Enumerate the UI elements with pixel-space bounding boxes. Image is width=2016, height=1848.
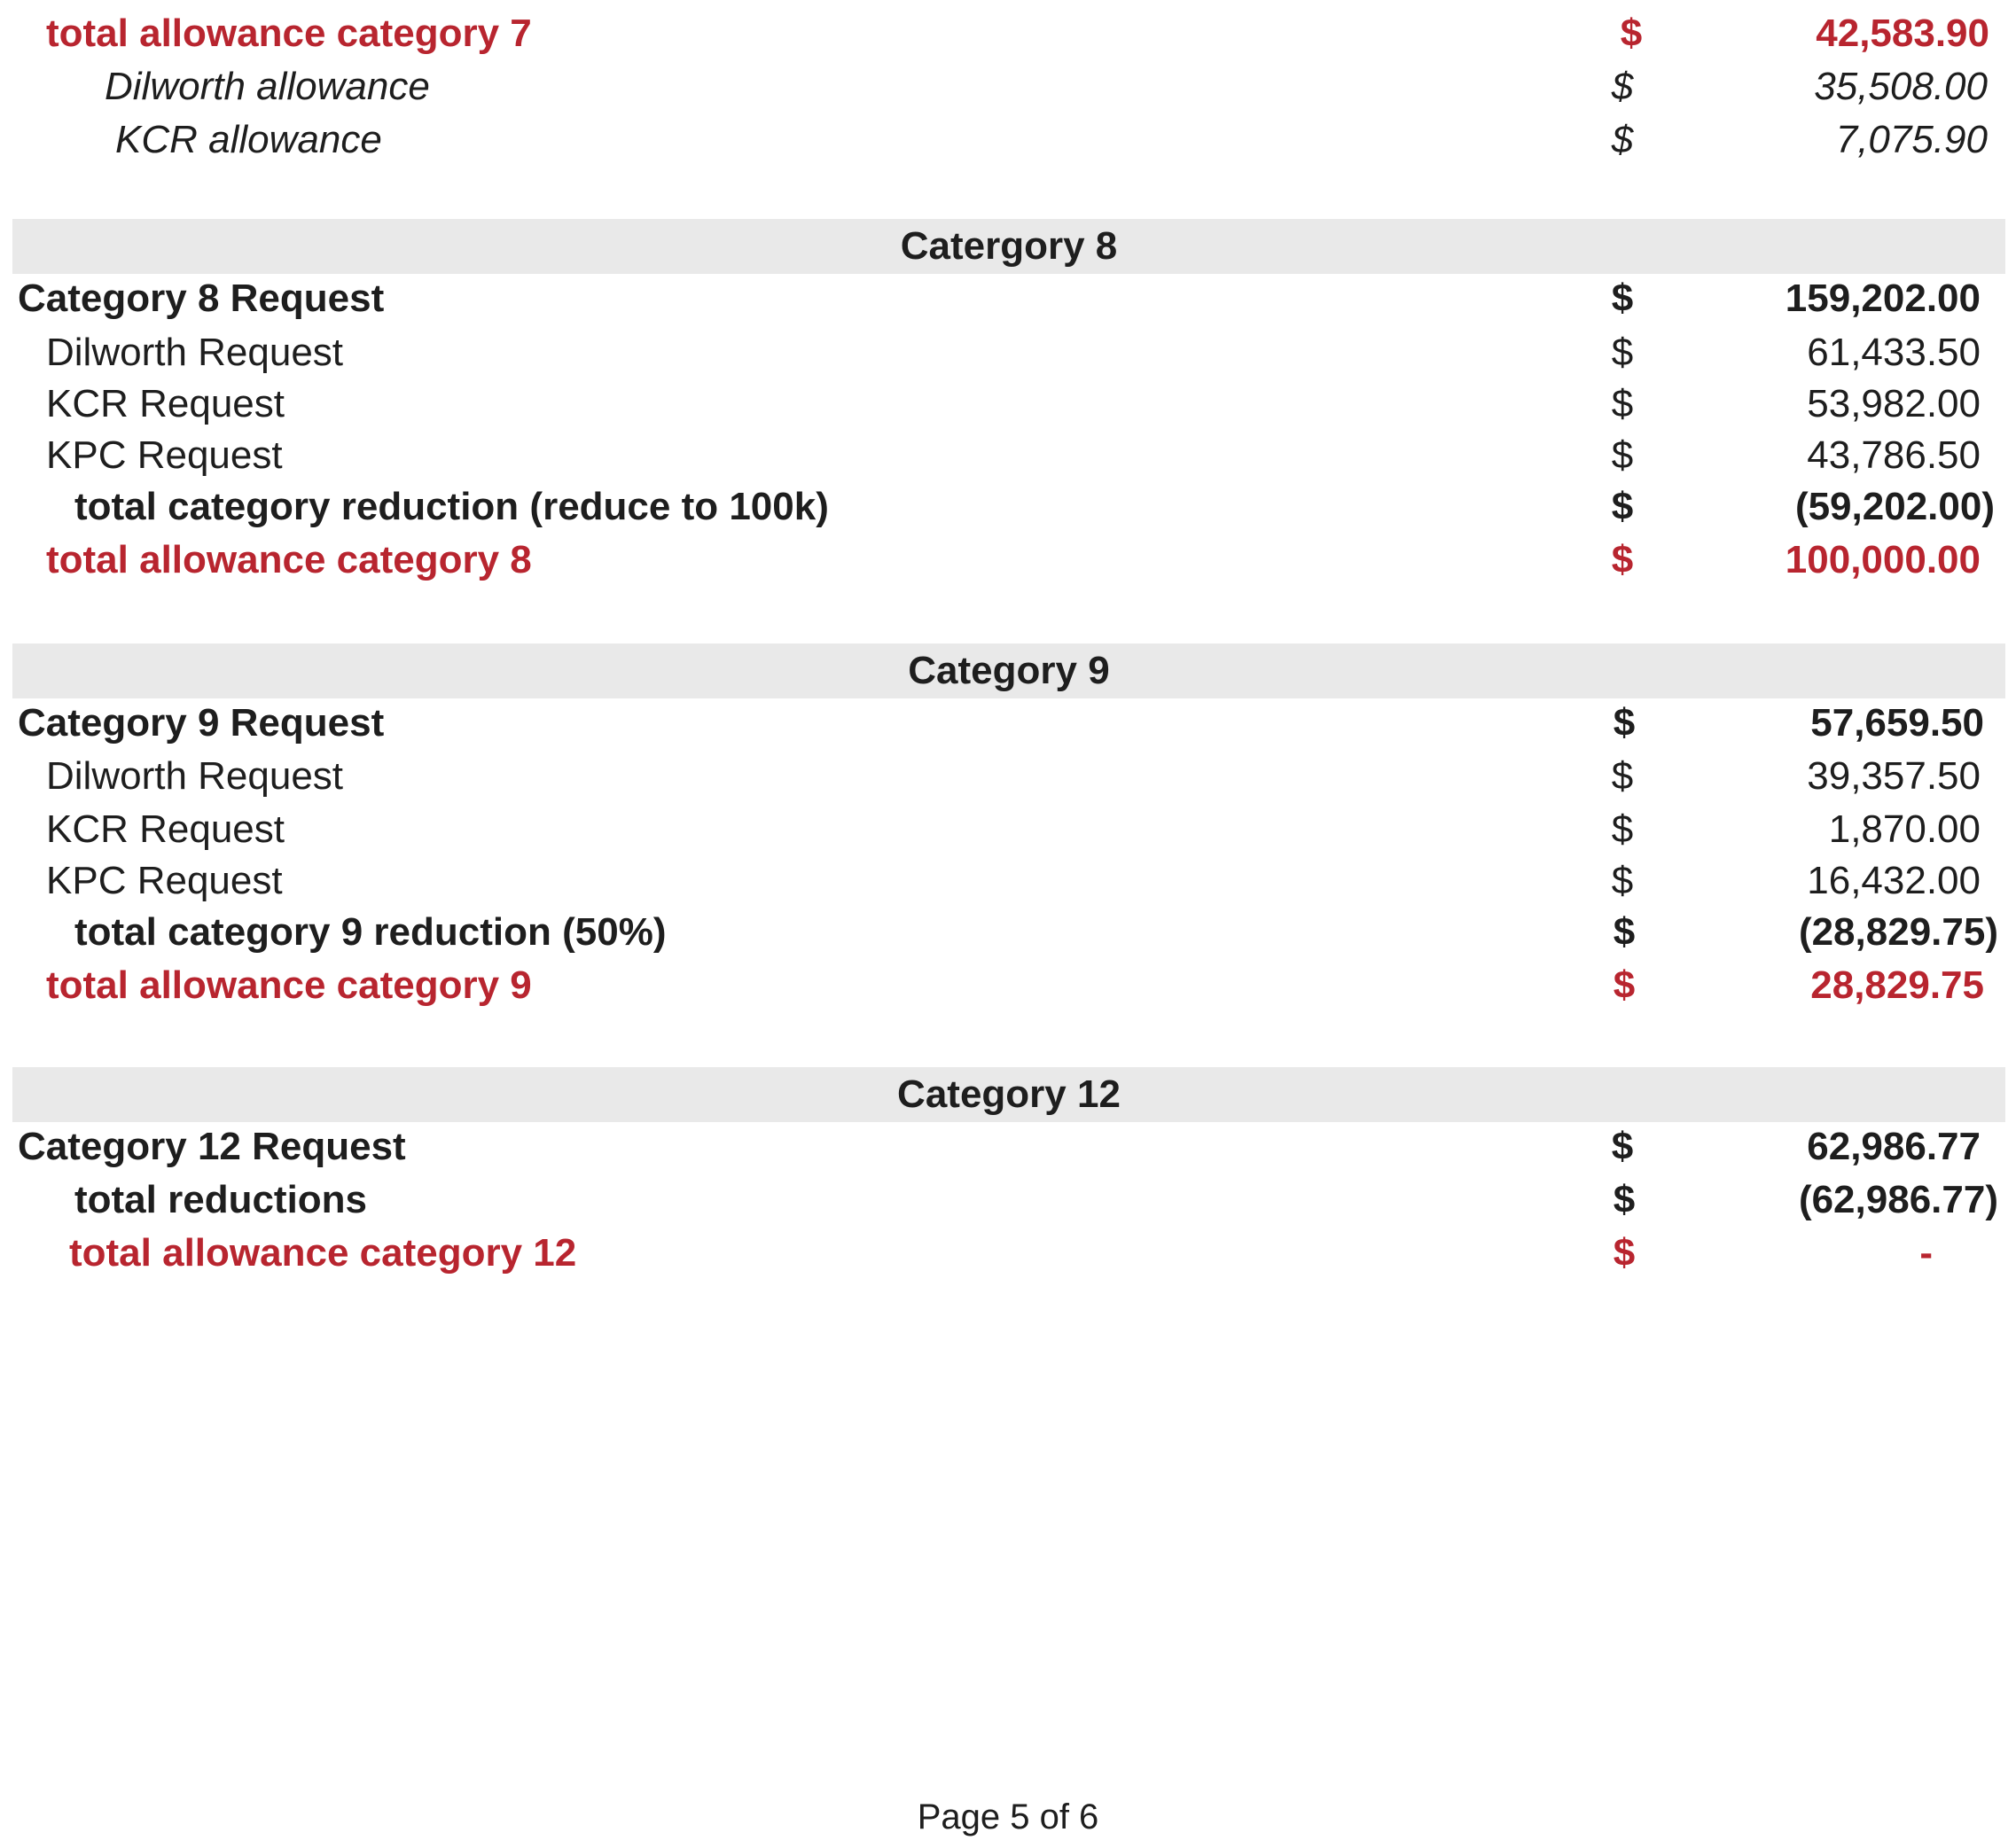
cat8-item-amount: 43,786.50: [1807, 433, 1981, 477]
cat8-request-currency: $: [1611, 277, 1634, 320]
cat7-total-label: total allowance category 7: [46, 12, 532, 55]
cat12-reduction-amount: (62,986.77): [1798, 1178, 1998, 1221]
cat7-item-amount: 35,508.00: [1814, 65, 1988, 108]
cat12-header-band: [12, 1067, 2005, 1122]
cat9-item-amount: 16,432.00: [1807, 859, 1981, 902]
cat12-request-amount: 62,986.77: [1807, 1125, 1981, 1168]
cat8-request-row: [0, 272, 2016, 325]
cat8-request-amount: 159,202.00: [1785, 277, 1981, 320]
cat9-item-currency: $: [1611, 754, 1634, 798]
cat9-item-label: KPC Request: [46, 859, 283, 902]
cat8-total-label: total allowance category 8: [46, 538, 532, 581]
cat7-item-row: [0, 60, 2016, 113]
cat9-total-label: total allowance category 9: [46, 963, 532, 1007]
cat9-reduction-amount: (28,829.75): [1798, 910, 1998, 954]
cat12-total-label: total allowance category 12: [69, 1231, 577, 1275]
cat8-item-currency: $: [1611, 433, 1634, 477]
cat9-reduction-label: total category 9 reduction (50%): [74, 910, 667, 954]
cat7-total-row: [0, 7, 2016, 60]
cat8-item-currency: $: [1611, 331, 1634, 374]
cat12-reduction-row: [0, 1174, 2016, 1227]
cat8-item-row: [0, 378, 2016, 431]
cat9-request-label: Category 9 Request: [18, 701, 385, 745]
cat9-total-amount: 28,829.75: [1810, 963, 1984, 1007]
cat8-item-row: [0, 326, 2016, 379]
cat12-request-label: Category 12 Request: [18, 1125, 406, 1168]
cat9-item-row: [0, 854, 2016, 908]
cat7-total-currency: $: [1620, 12, 1643, 55]
cat8-total-currency: $: [1611, 538, 1634, 581]
cat8-reduction-row: [0, 480, 2016, 534]
cat12-total-amount: -: [1919, 1231, 1933, 1275]
cat8-item-label: KCR Request: [46, 382, 285, 425]
cat9-header-band: [12, 643, 2005, 698]
cat8-item-amount: 61,433.50: [1807, 331, 1981, 374]
cat8-reduction-label: total category reduction (reduce to 100k): [74, 485, 829, 528]
cat12-reduction-label: total reductions: [74, 1178, 368, 1221]
cat8-header-band: [12, 219, 2005, 274]
cat8-total-amount: 100,000.00: [1785, 538, 1981, 581]
cat9-request-amount: 57,659.50: [1810, 701, 1984, 745]
cat9-request-currency: $: [1613, 701, 1636, 745]
cat9-reduction-currency: $: [1613, 910, 1636, 954]
cat8-item-label: Dilworth Request: [46, 331, 344, 374]
cat12-header: Category 12: [897, 1072, 1121, 1116]
cat9-item-row: [0, 803, 2016, 856]
cat7-total-amount: 42,583.90: [1816, 12, 1989, 55]
cat8-item-row: [0, 429, 2016, 482]
cat7-item-currency: $: [1611, 65, 1634, 108]
cat8-header: Catergory 8: [900, 224, 1118, 268]
cat12-request-row: [0, 1120, 2016, 1174]
cat7-item-amount: 7,075.90: [1835, 118, 1988, 161]
cat12-total-row: [0, 1227, 2016, 1280]
cat9-total-row: [0, 959, 2016, 1012]
cat12-total-currency: $: [1613, 1231, 1636, 1275]
cat8-reduction-currency: $: [1611, 485, 1634, 528]
cat9-item-currency: $: [1611, 807, 1634, 851]
cat8-reduction-amount: (59,202.00): [1794, 485, 1995, 528]
cat9-header: Category 9: [908, 649, 1110, 692]
cat8-total-row: [0, 534, 2016, 587]
cat8-item-amount: 53,982.00: [1807, 382, 1981, 425]
cat12-request-currency: $: [1611, 1125, 1634, 1168]
cat9-request-row: [0, 697, 2016, 750]
cat7-item-label: KCR allowance: [115, 118, 382, 161]
cat8-request-label: Category 8 Request: [18, 277, 385, 320]
cat8-item-currency: $: [1611, 382, 1634, 425]
cat8-item-label: KPC Request: [46, 433, 283, 477]
cat12-reduction-currency: $: [1613, 1178, 1636, 1221]
cat9-item-row: [0, 750, 2016, 803]
cat9-reduction-row: [0, 906, 2016, 959]
page-number: Page 5 of 6: [917, 1797, 1099, 1836]
cat7-item-row: [0, 113, 2016, 167]
cat7-item-label: Dilworth allowance: [105, 65, 430, 108]
cat9-item-amount: 1,870.00: [1828, 807, 1981, 851]
cat9-item-label: Dilworth Request: [46, 754, 344, 798]
cat9-item-currency: $: [1611, 859, 1634, 902]
cat9-item-amount: 39,357.50: [1807, 754, 1981, 798]
cat7-item-currency: $: [1611, 118, 1634, 161]
cat9-total-currency: $: [1613, 963, 1636, 1007]
cat9-item-label: KCR Request: [46, 807, 285, 851]
